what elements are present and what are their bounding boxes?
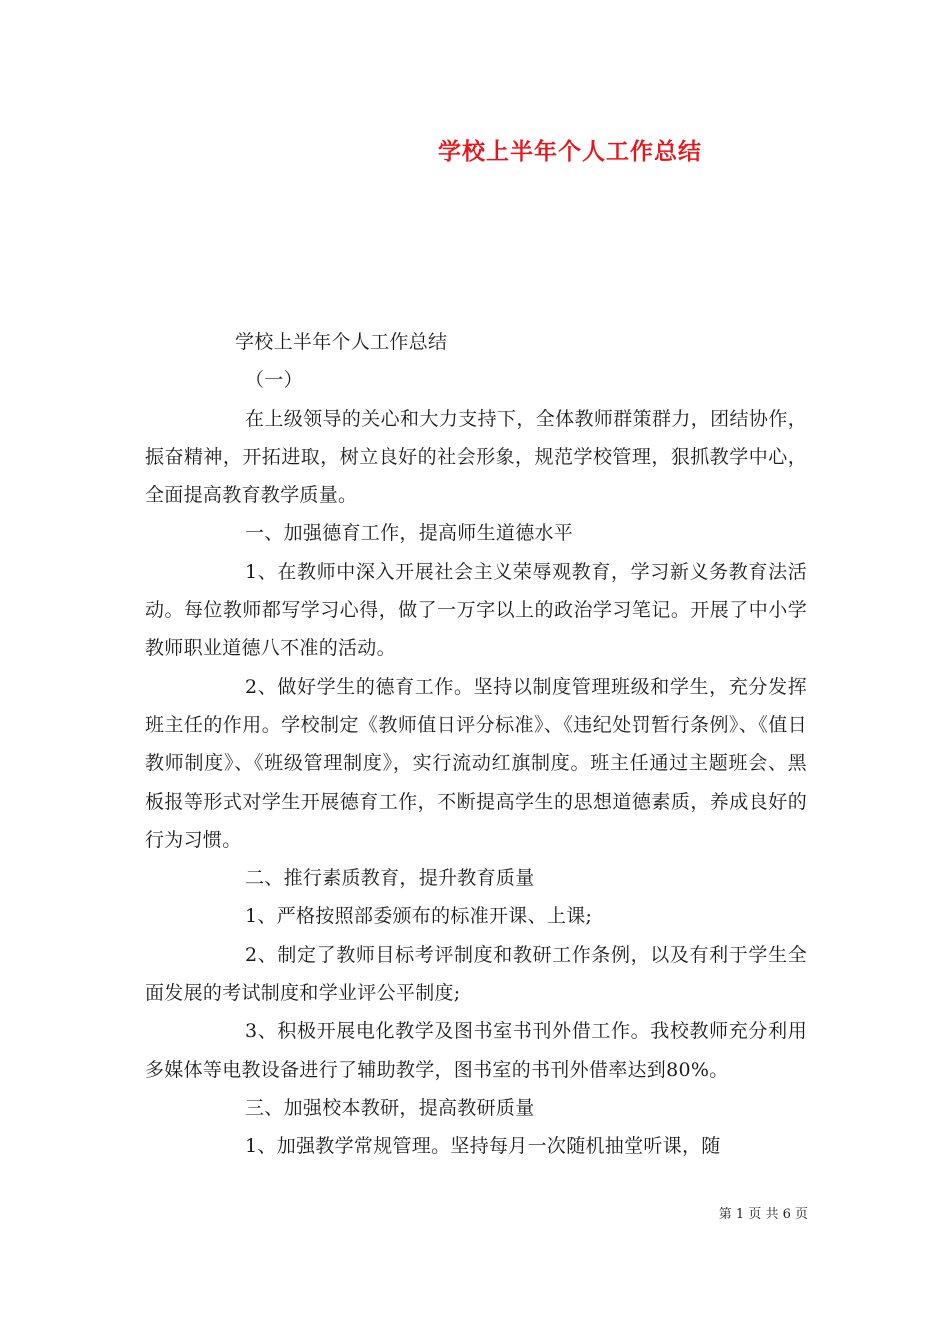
paragraph-1-1: 1、在教师中深入开展社会主义荣辱观教育，学习新义务教育法活动。每位教师都写学习心得，做了一万字以上的政治学习笔记。开展了中小学教师职业道德八不准的活动。	[145, 560, 807, 660]
paragraph-2-3: 3、积极开展电化教学及图书室书刊外借工作。我校教师充分利用多媒体等电教设备进行了辅助教学，图书室的书刊外借率达到80%。	[145, 1020, 807, 1081]
section-heading-2: 二、推行素质教育，提升教育质量	[245, 867, 535, 890]
document-body	[145, 323, 807, 1166]
document-subtitle: 学校上半年个人工作总结	[235, 331, 448, 353]
paragraph-intro: 在上级领导的关心和大力支持下，全体教师群策群力，团结协作，振奋精神，开拓进取，树立良好的社会形象，规范学校管理，狠抓教学中心，全面提高教育教学质量。	[145, 407, 807, 507]
paragraph-2-2: 2、制定了教师目标考评制度和教研工作条例，以及有利于学生全面发展的考试制度和学业评公平制度;	[145, 943, 807, 1005]
section-heading-1: 一、加强德育工作，提高师生道德水平	[245, 522, 574, 545]
section-heading-3: 三、加强校本教研，提高教研质量	[245, 1096, 535, 1119]
paragraph-3-1: 1、加强教学常规管理。坚持每月一次随机抽堂听课，随	[245, 1135, 721, 1158]
page-number: 第 1 页 共 6 页	[718, 1207, 808, 1222]
paragraph-1-2: 2、做好学生的德育工作。坚持以制度管理班级和学生，充分发挥班主任的作用。学校制定《教师值日评分标准》、《违纪处罚暂行条例》、《值日教师制度》、《班级管理制度》，实行流动红旗制度。班主任通过主题班会、黑板报等形式对学生开展德育工作，不断提高学生的思想道德素质，养成良好的行为习惯。	[145, 675, 807, 851]
document-title: 学校上半年个人工作总结	[438, 139, 702, 165]
paragraph-2-1: 1、严格按照部委颁布的标准开课、上课;	[245, 905, 593, 928]
part-label: （一）	[245, 369, 303, 392]
